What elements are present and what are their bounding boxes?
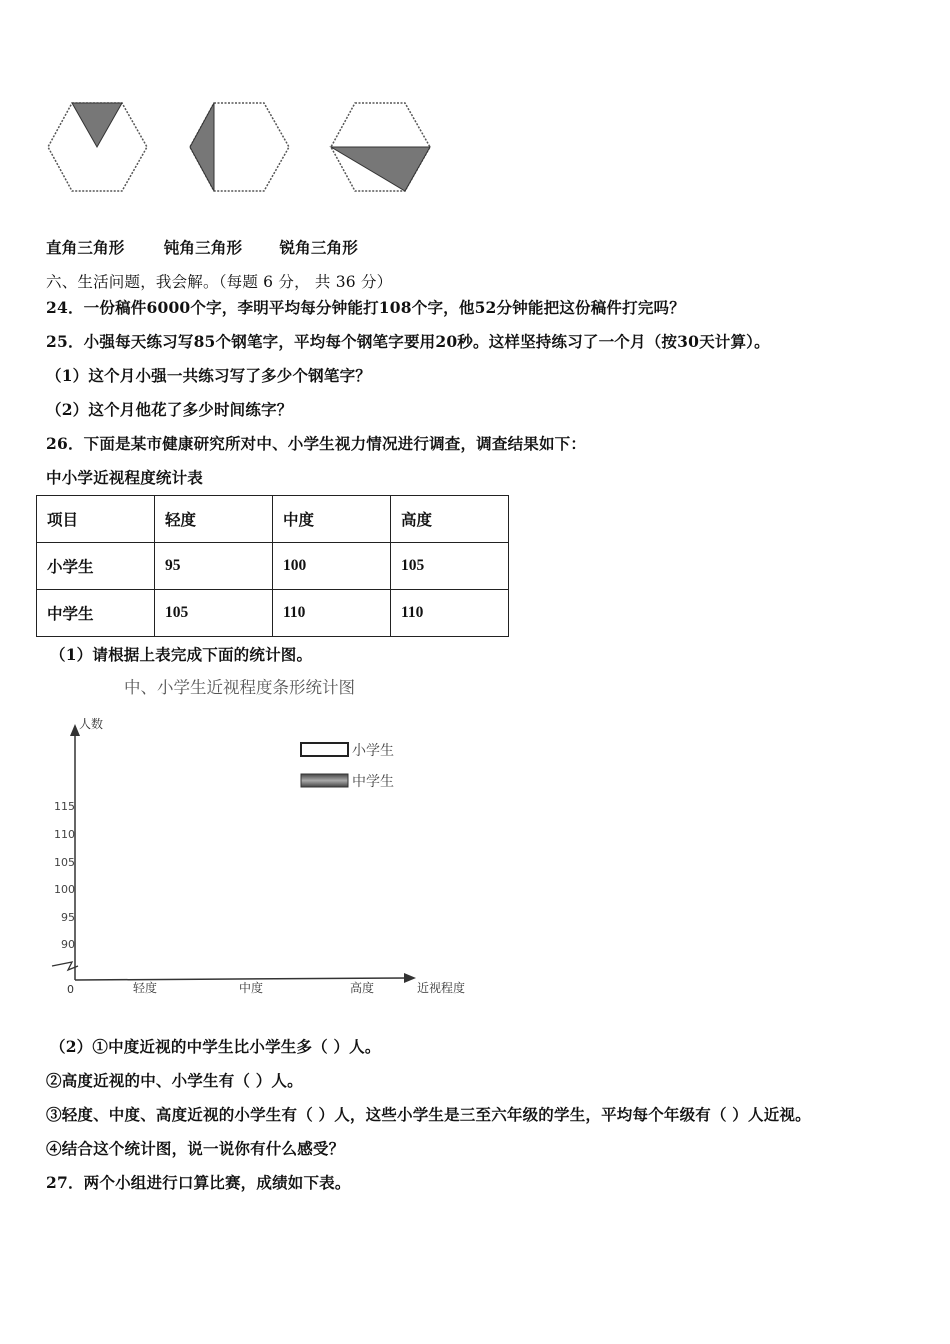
- header-cell: 中度: [273, 496, 391, 543]
- header-cell: 轻度: [155, 496, 273, 543]
- question-26-sub2-3: ③轻度、中度、高度近视的小学生有（ ）人，这些小学生是三至六年级的学生，平均每个年级有（ ）人近视。: [46, 1105, 811, 1124]
- x-axis: [75, 978, 410, 980]
- table-header-row: [37, 496, 509, 543]
- x-tick-label: 中度: [239, 981, 264, 995]
- legend-label-secondary: 中学生: [352, 774, 394, 790]
- hexagon-obtuse-triangle: [190, 103, 289, 191]
- myopia-table: [36, 495, 509, 637]
- label-obtuse-triangle: 钝角三角形: [163, 238, 243, 257]
- hexagon-figures: [40, 95, 460, 200]
- question-25-sub2: （2）这个月他花了多少时间练字？: [46, 400, 293, 419]
- y-tick-label: 90: [61, 938, 75, 951]
- table-cell: 105: [391, 543, 509, 590]
- section-heading: 六、生活问题，我会解。（每题 6 分， 共 36 分）: [46, 273, 393, 291]
- legend-label-primary: 小学生: [352, 743, 394, 759]
- y-tick-label: 100: [54, 883, 75, 896]
- question-25-stem: 25．小强每天练习写85个钢笔字，平均每个钢笔字要用20秒。这样坚持练习了一个月（按30天计算）。: [46, 332, 770, 351]
- question-26-sub1: （1）请根据上表完成下面的统计图。: [50, 645, 313, 664]
- hexagon-right-triangle: [48, 103, 147, 191]
- chart-title: 中、小学生近视程度条形统计图: [124, 678, 355, 697]
- question-26-sub2-2: ②高度近视的中、小学生有（ ）人。: [46, 1071, 303, 1090]
- y-tick-label: 105: [54, 856, 75, 869]
- table-cell: 105: [155, 590, 273, 637]
- label-acute-triangle: 锐角三角形: [279, 238, 358, 257]
- y-tick-label: 115: [54, 800, 75, 813]
- x-tick-label: 高度: [350, 981, 375, 995]
- table-cell: 小学生: [37, 543, 155, 590]
- label-right-triangle: 直角三角形: [46, 238, 125, 257]
- x-tick-label: 轻度: [133, 981, 158, 995]
- table-cell: 100: [273, 543, 391, 590]
- header-cell: 高度: [391, 496, 509, 543]
- header-cell: 项目: [37, 496, 155, 543]
- table-cell: 110: [273, 590, 391, 637]
- table-row: [37, 543, 509, 590]
- bar-chart: [38, 668, 483, 1008]
- table-cell: 中学生: [37, 590, 155, 637]
- question-25-sub1: （1）这个月小强一共练习写了多少个钢笔字？: [46, 366, 371, 385]
- table-cell: 110: [391, 590, 509, 637]
- hexagon-acute-triangle: [331, 103, 430, 191]
- axis-break: [52, 962, 78, 970]
- table-row: [37, 590, 509, 637]
- legend-swatch-primary: [301, 743, 348, 756]
- y-tick-label: 95: [61, 911, 75, 924]
- table-title: 中小学近视程度统计表: [46, 468, 204, 487]
- table-cell: 95: [155, 543, 273, 590]
- x-axis-label: 近视程度: [417, 981, 466, 995]
- question-26-sub2-1: （2）①中度近视的中学生比小学生多（ ）人。: [50, 1037, 381, 1056]
- y-axis-label: 人数: [79, 717, 104, 731]
- question-24: 24．一份稿件6000个字，李明平均每分钟能打108个字，他52分钟能把这份稿件打完吗？: [46, 298, 685, 317]
- question-26-sub2-4: ④结合这个统计图，说一说你有什么感受？: [46, 1139, 345, 1158]
- x-axis-arrow: [404, 973, 416, 983]
- legend-swatch-secondary: [301, 774, 348, 787]
- question-27: 27．两个小组进行口算比赛，成绩如下表。: [46, 1173, 351, 1192]
- triangle-labels: [46, 236, 358, 258]
- question-26-stem: 26．下面是某市健康研究所对中、小学生视力情况进行调查，调查结果如下：: [46, 434, 587, 453]
- origin-label: 0: [67, 983, 74, 996]
- y-tick-label: 110: [54, 828, 75, 841]
